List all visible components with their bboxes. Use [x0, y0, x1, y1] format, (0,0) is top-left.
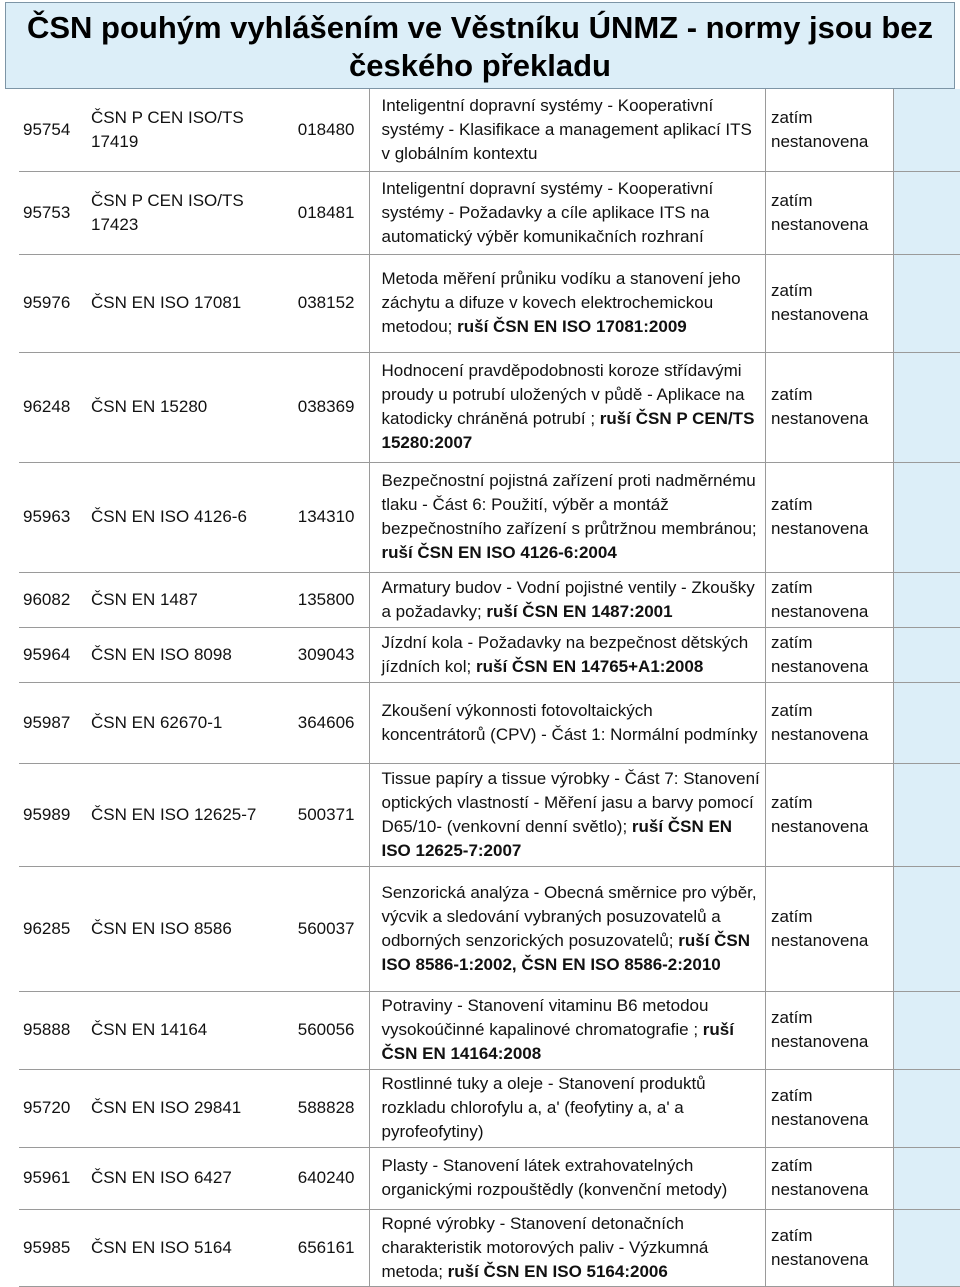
standard-number: 95985	[19, 1209, 89, 1286]
standard-description	[378, 1147, 766, 1209]
status-line-1: zatím	[771, 495, 813, 514]
standard-code: ČSN EN 1487	[89, 572, 277, 627]
replaces-text: ruší ČSN EN ISO 12625-7:2007	[381, 816, 733, 860]
standard-number: 96248	[19, 352, 89, 462]
classification-mark: 588828	[277, 1069, 369, 1147]
status-cell	[766, 1209, 894, 1286]
column-gap	[369, 627, 378, 682]
standard-description	[378, 89, 766, 171]
column-gap	[369, 1147, 378, 1209]
status-line-1: zatím	[771, 632, 813, 652]
status-line-1: zatím	[771, 385, 813, 404]
standard-description	[378, 462, 766, 572]
description-text: Armatury budov - Vodní pojistné ventily - Zkoušky a požadavky;	[381, 577, 755, 621]
classification-mark: 560056	[277, 991, 369, 1069]
description-text: Hodnocení pravděpodobnosti koroze střídavými proudy u potrubí uložených v půdě - Aplikace na katodicky chráněná potrubí ;	[381, 361, 745, 428]
column-gap	[369, 572, 378, 627]
standard-number: 95961	[19, 1147, 89, 1209]
classification-mark: 500371	[277, 763, 369, 866]
standard-number: 95964	[19, 627, 89, 682]
page-title: ČSN pouhým vyhlášením ve Věstníku ÚNMZ - normy jsou bez českého překladu	[5, 2, 955, 89]
standard-code: ČSN P CEN ISO/TS 17419	[89, 89, 277, 171]
status-line-2: nestanovena	[771, 131, 869, 151]
status-line-2: nestanovena	[771, 214, 869, 234]
column-gap	[369, 462, 378, 572]
standard-description	[378, 682, 766, 763]
description-text: Plasty - Stanovení látek extrahovatelných organickými rozpouštědly (konvenční metody)	[381, 1156, 728, 1199]
status-line-2: nestanovena	[771, 519, 869, 538]
standard-code: ČSN EN ISO 12625-7	[89, 763, 277, 866]
blue-column-cell	[894, 627, 960, 682]
standard-number: 96082	[19, 572, 89, 627]
status-line-2: nestanovena	[771, 409, 869, 428]
status-cell	[766, 1147, 894, 1209]
classification-mark: 038152	[277, 254, 369, 352]
column-gap	[369, 866, 378, 991]
table-row	[19, 89, 960, 171]
standards-table-body	[19, 89, 960, 1286]
table-row	[19, 1147, 960, 1209]
classification-mark: 656161	[277, 1209, 369, 1286]
classification-mark: 018481	[277, 171, 369, 254]
status-line-2: nestanovena	[771, 724, 869, 744]
standard-number: 95976	[19, 254, 89, 352]
replaces-text: ruší ČSN ISO 8586-1:2002, ČSN EN ISO 8586-2:2010	[381, 930, 751, 974]
column-gap	[369, 89, 378, 171]
blue-column-cell	[894, 991, 960, 1069]
status-cell	[766, 991, 894, 1069]
description-text: Inteligentní dopravní systémy - Kooperativní systémy - Požadavky a cíle aplikace ITS na automatický výběr komunikačních rozhraní	[381, 178, 714, 246]
table-row	[19, 1209, 960, 1286]
standard-description	[378, 763, 766, 866]
table-row	[19, 627, 960, 682]
blue-column-cell	[894, 682, 960, 763]
column-gap	[369, 1209, 378, 1286]
status-line-1: zatím	[771, 190, 813, 210]
status-cell	[766, 254, 894, 352]
standard-description	[378, 352, 766, 462]
standard-description	[378, 171, 766, 254]
description-text: Metoda měření průniku vodíku a stanovení jeho záchytu a difuze v kovech elektrochemickou metodou;	[381, 269, 741, 336]
description-text: Ropné výrobky - Stanovení detonačních charakteristik motorových paliv - Výzkumná metoda;	[381, 1213, 709, 1281]
description-text: Bezpečnostní pojistná zařízení proti nadměrnému tlaku - Část 6: Použití, výběr a montáž bezpečnostního zařízení s průtržnou membránou;	[381, 471, 757, 538]
status-line-1: zatím	[771, 1086, 813, 1105]
status-line-2: nestanovena	[771, 816, 869, 836]
status-line-1: zatím	[771, 1008, 813, 1027]
classification-mark: 134310	[277, 462, 369, 572]
standard-description	[378, 1069, 766, 1147]
standard-code: ČSN P CEN ISO/TS 17423	[89, 171, 277, 254]
blue-column-cell	[894, 572, 960, 627]
description-text: Zkoušení výkonnosti fotovoltaických koncentrátorů (CPV) - Část 1: Normální podmínky	[381, 700, 758, 744]
status-line-2: nestanovena	[771, 930, 869, 950]
replaces-text: ruší ČSN EN ISO 4126-6:2004	[381, 543, 617, 562]
status-line-1: zatím	[771, 1225, 813, 1245]
table-row	[19, 682, 960, 763]
status-cell	[766, 682, 894, 763]
replaces-text: ruší ČSN EN ISO 5164:2006	[447, 1261, 668, 1281]
status-line-2: nestanovena	[771, 305, 869, 324]
status-cell	[766, 572, 894, 627]
status-line-2: nestanovena	[771, 1032, 869, 1051]
classification-mark: 309043	[277, 627, 369, 682]
blue-column-cell	[894, 763, 960, 866]
standard-code: ČSN EN ISO 8098	[89, 627, 277, 682]
standard-code: ČSN EN ISO 6427	[89, 1147, 277, 1209]
description-text: Potraviny - Stanovení vitaminu B6 metodou vysokoúčinné kapalinové chromatografie ;	[381, 996, 709, 1039]
replaces-text: ruší ČSN EN ISO 17081:2009	[457, 317, 687, 336]
blue-column-cell	[894, 1209, 960, 1286]
table-row	[19, 171, 960, 254]
status-line-2: nestanovena	[771, 1180, 869, 1199]
table-row	[19, 763, 960, 866]
table-row	[19, 254, 960, 352]
classification-mark: 364606	[277, 682, 369, 763]
standard-description	[378, 627, 766, 682]
standard-number: 95720	[19, 1069, 89, 1147]
classification-mark: 038369	[277, 352, 369, 462]
column-gap	[369, 1069, 378, 1147]
standards-table	[19, 89, 960, 1287]
standard-description	[378, 572, 766, 627]
blue-column-cell	[894, 171, 960, 254]
status-cell	[766, 1069, 894, 1147]
description-text: Inteligentní dopravní systémy - Kooperativní systémy - Klasifikace a management aplikací ITS v globálním kontextu	[381, 95, 752, 163]
blue-column-cell	[894, 254, 960, 352]
column-gap	[369, 991, 378, 1069]
status-line-1: zatím	[771, 107, 813, 127]
classification-mark: 560037	[277, 866, 369, 991]
status-line-1: zatím	[771, 700, 813, 720]
standard-description	[378, 254, 766, 352]
standard-number: 95753	[19, 171, 89, 254]
status-line-1: zatím	[771, 1156, 813, 1175]
status-cell	[766, 866, 894, 991]
replaces-text: ruší ČSN EN 14164:2008	[381, 1020, 734, 1063]
standard-number: 95989	[19, 763, 89, 866]
status-line-2: nestanovena	[771, 1110, 869, 1129]
column-gap	[369, 352, 378, 462]
status-cell	[766, 89, 894, 171]
blue-column-cell	[894, 1147, 960, 1209]
table-row	[19, 1069, 960, 1147]
classification-mark: 640240	[277, 1147, 369, 1209]
blue-column-cell	[894, 89, 960, 171]
column-gap	[369, 171, 378, 254]
status-cell	[766, 627, 894, 682]
classification-mark: 018480	[277, 89, 369, 171]
status-line-2: nestanovena	[771, 1249, 869, 1269]
standard-code: ČSN EN ISO 4126-6	[89, 462, 277, 572]
standard-number: 95754	[19, 89, 89, 171]
standard-code: ČSN EN ISO 17081	[89, 254, 277, 352]
standard-description	[378, 1209, 766, 1286]
status-cell	[766, 462, 894, 572]
standard-code: ČSN EN 62670-1	[89, 682, 277, 763]
replaces-text: ruší ČSN EN 1487:2001	[486, 601, 673, 621]
replaces-text: ruší ČSN EN 14765+A1:2008	[476, 656, 704, 676]
status-cell	[766, 763, 894, 866]
classification-mark: 135800	[277, 572, 369, 627]
description-text: Rostlinné tuky a oleje - Stanovení produktů rozkladu chlorofylu a, a' (feofytiny a, a' a pyrofeofytiny)	[381, 1074, 706, 1141]
standard-number: 95963	[19, 462, 89, 572]
table-row	[19, 352, 960, 462]
blue-column-cell	[894, 462, 960, 572]
status-cell	[766, 171, 894, 254]
column-gap	[369, 763, 378, 866]
status-line-1: zatím	[771, 906, 813, 926]
status-line-2: nestanovena	[771, 601, 869, 621]
status-cell	[766, 352, 894, 462]
table-row	[19, 991, 960, 1069]
standard-number: 95987	[19, 682, 89, 763]
blue-column-cell	[894, 866, 960, 991]
standard-description	[378, 866, 766, 991]
description-text: Senzorická analýza - Obecná směrnice pro výběr, výcvik a sledování vybraných posuzovatelů a odborných senzorických posuzovatelů;	[381, 882, 757, 950]
standard-code: ČSN EN ISO 5164	[89, 1209, 277, 1286]
standard-number: 95888	[19, 991, 89, 1069]
column-gap	[369, 254, 378, 352]
status-line-1: zatím	[771, 281, 813, 300]
blue-column-cell	[894, 1069, 960, 1147]
standard-code: ČSN EN 14164	[89, 991, 277, 1069]
standard-number: 96285	[19, 866, 89, 991]
table-row	[19, 572, 960, 627]
description-text: Tissue papíry a tissue výrobky - Část 7: Stanovení optických vlastností - Měření jasu a barvy pomocí D65/10- (venkovní denní světlo);	[381, 768, 760, 836]
column-gap	[369, 682, 378, 763]
description-text: Jízdní kola - Požadavky na bezpečnost dětských jízdních kol;	[381, 632, 749, 676]
standard-code: ČSN EN 15280	[89, 352, 277, 462]
standard-code: ČSN EN ISO 8586	[89, 866, 277, 991]
table-row	[19, 866, 960, 991]
table-row	[19, 462, 960, 572]
standard-description	[378, 991, 766, 1069]
standard-code: ČSN EN ISO 29841	[89, 1069, 277, 1147]
status-line-1: zatím	[771, 792, 813, 812]
blue-column-cell	[894, 352, 960, 462]
replaces-text: ruší ČSN P CEN/TS 15280:2007	[381, 409, 755, 452]
status-line-2: nestanovena	[771, 656, 869, 676]
status-line-1: zatím	[771, 577, 813, 597]
